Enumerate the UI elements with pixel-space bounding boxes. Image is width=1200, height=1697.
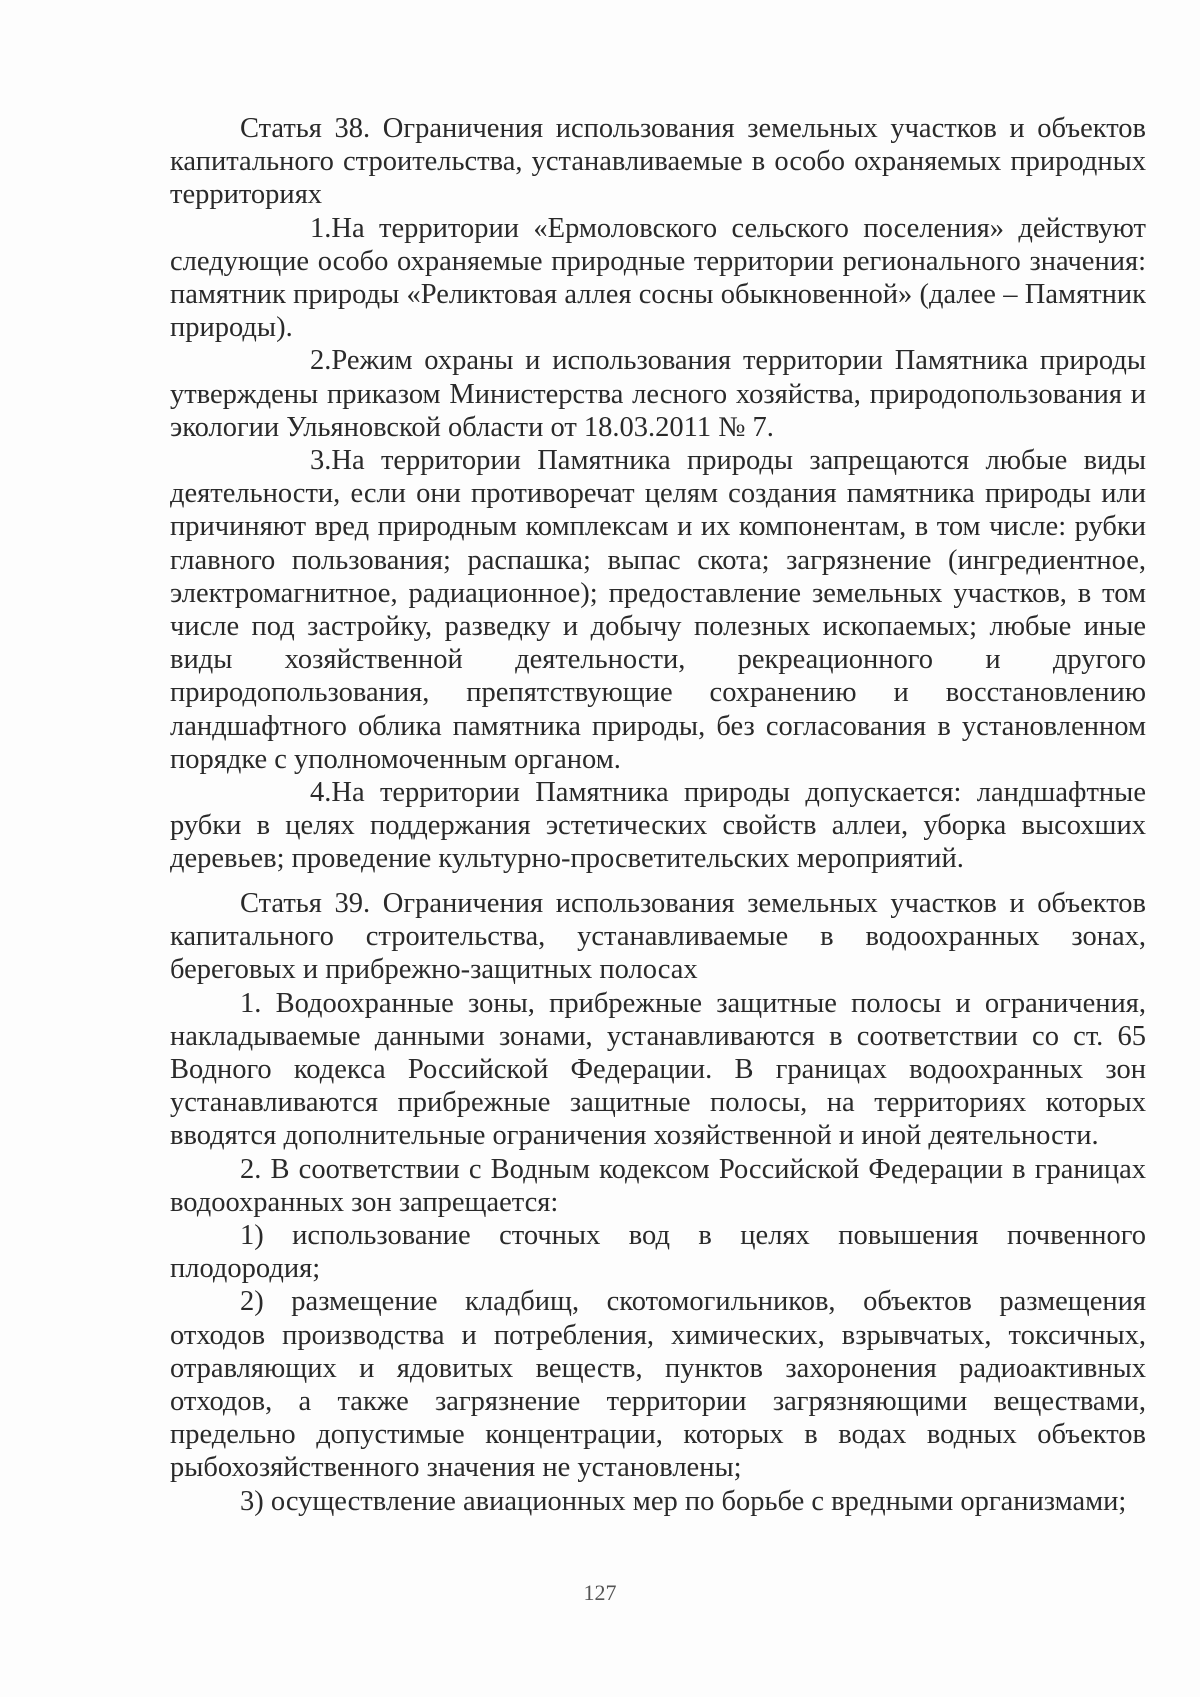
item-number: 4. [310,777,332,809]
article-39 [170,887,1146,1518]
article-38-item-4 [170,776,1146,876]
article-39-heading: Статья 39. Ограничения использования земельных участков и объектов капитального строительства, устанавливаемые в водоохранных зонах, береговых и прибрежно-защитных полосах [170,888,1146,986]
page-number: 127 [583,1580,617,1605]
item-text: На территории Памятника природы допускается: ландшафтные рубки в целях поддержания эстетических свойств аллеи, уборка высохших деревьев; проведение культурно-просветительских мероприятий. [170,777,1146,875]
item-number: 2. [310,345,332,377]
article-38-item-2 [170,344,1146,444]
article-39-subitem-1: 1) использование сточных вод в целях повышения почвенного плодородия; [170,1220,1146,1285]
article-38-heading: Статья 38. Ограничения использования земельных участков и объектов капитального строительства, устанавливаемые в особо охраняемых природных территориях [170,113,1146,211]
article-38-item-1 [170,212,1146,345]
item-number: 3. [310,445,332,477]
article-38-item-3 [170,444,1146,776]
item-text: На территории «Ермоловского сельского поселения» действуют следующие особо охраняемые природные территории регионального значения: памятник природы «Реликтовая аллея сосны обыкновенной» (далее – Памятник природы). [170,212,1146,344]
article-39-subitem-3: 3) осуществление авиационных мер по борьбе с вредными организмами; [240,1485,1127,1517]
article-38 [170,112,1146,876]
article-39-paragraph-1: 1. Водоохранные зоны, прибрежные защитные полосы и ограничения, накладываемые данными зонами, устанавливаются в соответствии со ст. 65 Водного кодекса Российской Федерации. В границах водоохранных зон устанавливаются прибрежные защитные полосы, на территориях которых вводятся дополнительные ограничения хозяйственной и иной деятельности. [170,987,1146,1152]
article-39-subitem-2: 2) размещение кладбищ, скотомогильников, объектов размещения отходов производства и потребления, химических, взрывчатых, токсичных, отравляющих и ядовитых веществ, пунктов захоронения радиоактивных отходов, а также загрязнение территории загрязняющими веществами, предельно допустимые концентрации, которых в водах водных объектов рыбохозяйственного значения не установлены; [170,1286,1146,1484]
item-text: Режим охраны и использования территории Памятника природы утверждены приказом Министерства лесного хозяйства, природопользования и экологии Ульяновской области от 18.03.2011 № 7. [170,345,1146,443]
item-number: 1. [310,212,332,244]
item-text: На территории Памятника природы запрещаются любые виды деятельности, если они противоречат целям создания памятника природы или причиняют вред природным комплексам и их компонентам, в том числе: рубки главного пользования; распашка; выпас скота; загрязнение (ингредиентное, электромагнитное, радиационное); предоставление земельных участков, в том числе под застройку, разведку и добычу полезных ископаемых; любые иные виды хозяйственной деятельности, рекреационного и другого природопользования, препятствующие сохранению и восстановлению ландшафтного облика памятника природы, без согласования в установленном порядке с уполномоченным органом. [170,445,1146,775]
article-39-paragraph-2: 2. В соответствии с Водным кодексом Российской Федерации в границах водоохранных зон запрещается: [170,1153,1146,1218]
